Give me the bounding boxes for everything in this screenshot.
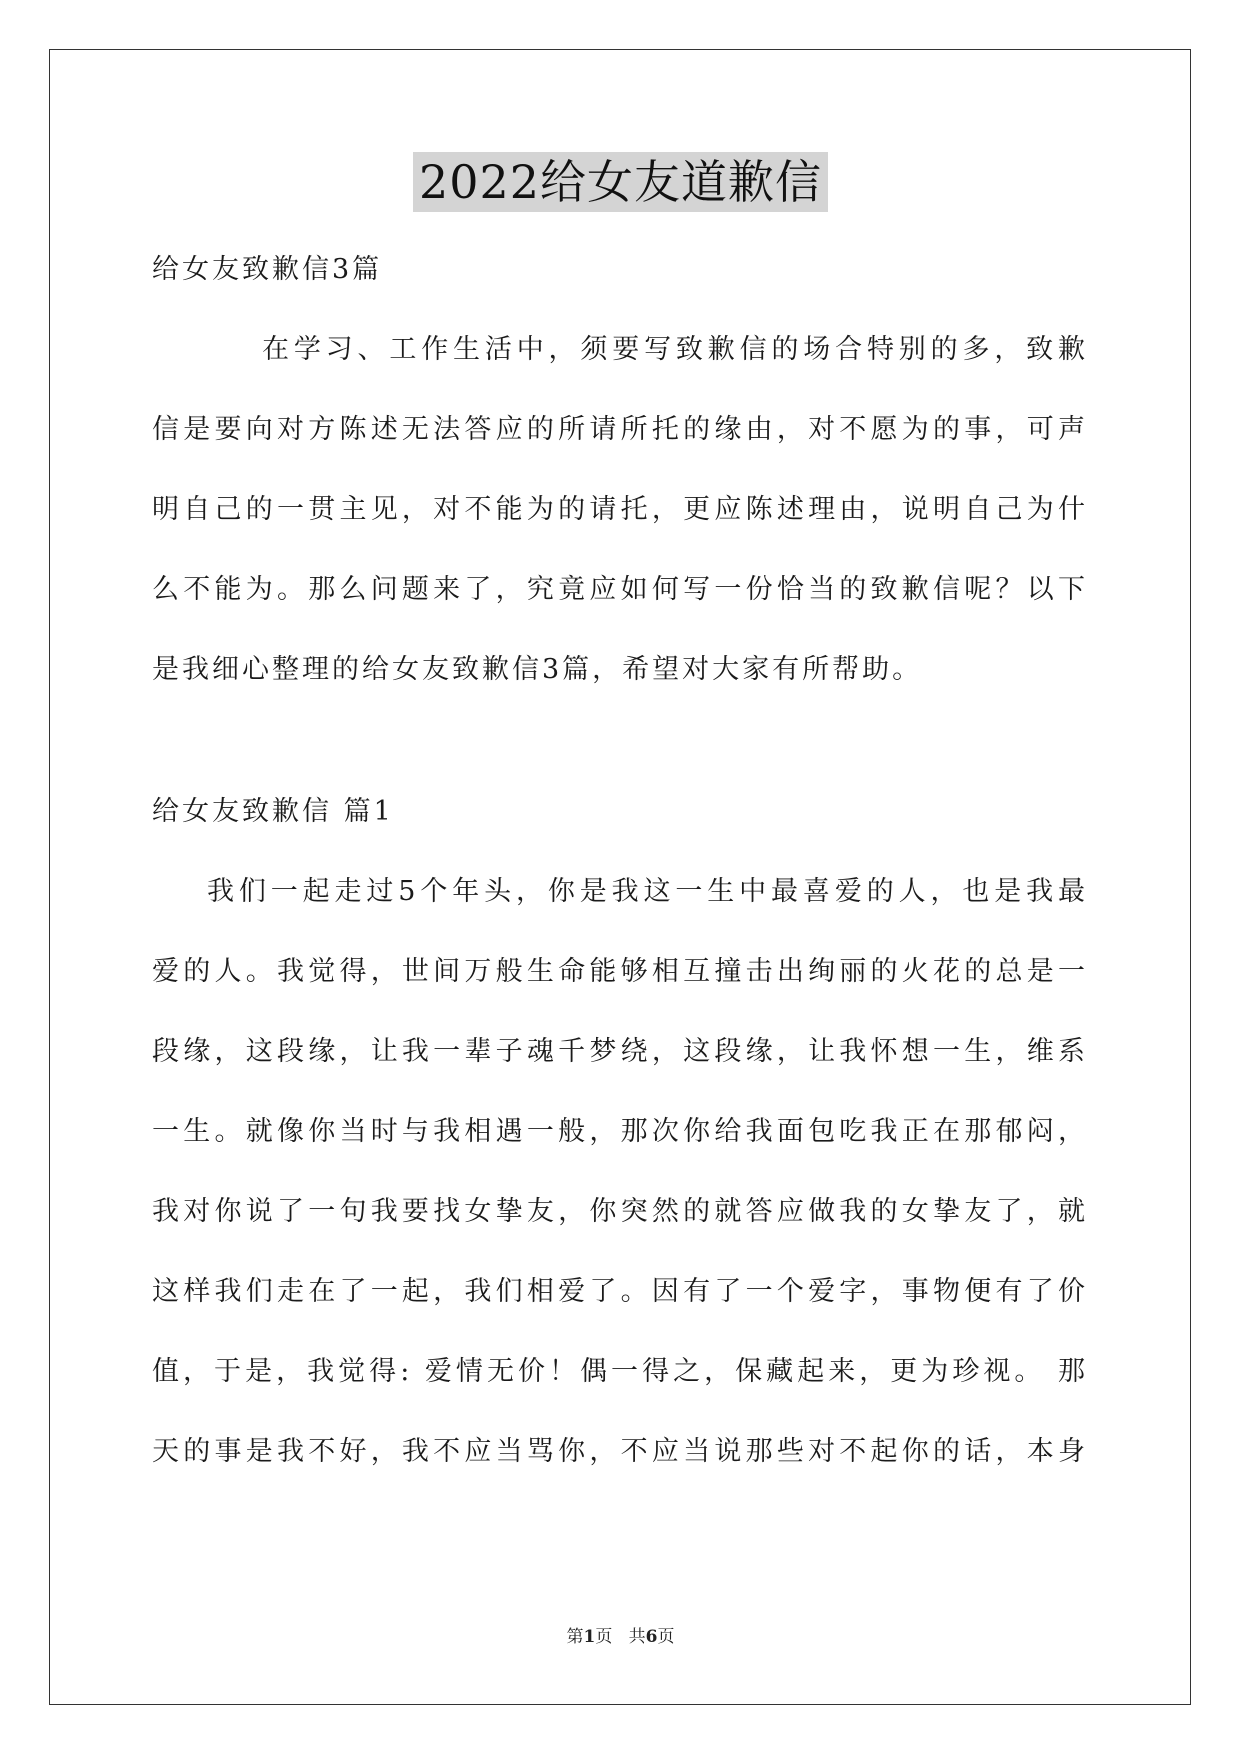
page-footer <box>0 1622 1241 1647</box>
intro-line-2: 信是要向对方陈述无法答应的所请所托的缘由，对不愿为的事，可声 <box>152 414 1088 445</box>
footer-prefix: 第 <box>566 1627 584 1647</box>
document-title[interactable]: 2022给女友道歉信 <box>413 152 828 212</box>
body-line-1: 我们一起走过5个年头，你是我这一生中最喜爱的人，也是我最 <box>207 876 1088 907</box>
body-line-5: 我对你说了一句我要找女挚友，你突然的就答应做我的女挚友了，就 <box>152 1196 1088 1227</box>
footer-suffix: 页 <box>657 1627 675 1647</box>
body-line-4: 一生。就像你当时与我相遇一般，那次你给我面包吃我正在那郁闷， <box>152 1116 1088 1147</box>
body-line-7: 值，于是，我觉得: 爱情无价！偶一得之，保藏起来，更为珍视。 那 <box>152 1356 1088 1387</box>
body-line-3: 段缘，这段缘，让我一辈子魂千梦绕，这段缘，让我怀想一生，维系 <box>152 1036 1088 1067</box>
footer-mid: 页 共 <box>595 1627 646 1647</box>
intro-line-3: 明自己的一贯主见，对不能为的请托，更应陈述理由，说明自己为什 <box>152 494 1088 525</box>
document-body <box>152 230 1088 1492</box>
subtitle: 给女友致歉信3篇 <box>152 254 383 285</box>
body-line-8: 天的事是我不好，我不应当骂你，不应当说那些对不起你的话，本身 <box>152 1436 1088 1467</box>
body-line-2: 爱的人。我觉得，世间万般生命能够相互撞击出绚丽的火花的总是一 <box>152 956 1088 987</box>
title-container <box>0 152 1241 212</box>
footer-page-number: 1 <box>583 1627 596 1647</box>
footer-total-pages: 6 <box>645 1627 658 1647</box>
intro-line-1: 在学习、工作生活中，须要写致歉信的场合特别的多，致歉 <box>262 334 1088 365</box>
body-line-6: 这样我们走在了一起，我们相爱了。因有了一个爱字，事物便有了价 <box>152 1276 1088 1307</box>
paragraph-gap <box>152 710 1088 772</box>
section-heading: 给女友致歉信 篇1 <box>152 796 394 827</box>
intro-line-5: 是我细心整理的给女友致歉信3篇，希望对大家有所帮助。 <box>152 654 923 685</box>
intro-line-4: 么不能为。那么问题来了，究竟应如何写一份恰当的致歉信呢？以下 <box>152 574 1088 605</box>
